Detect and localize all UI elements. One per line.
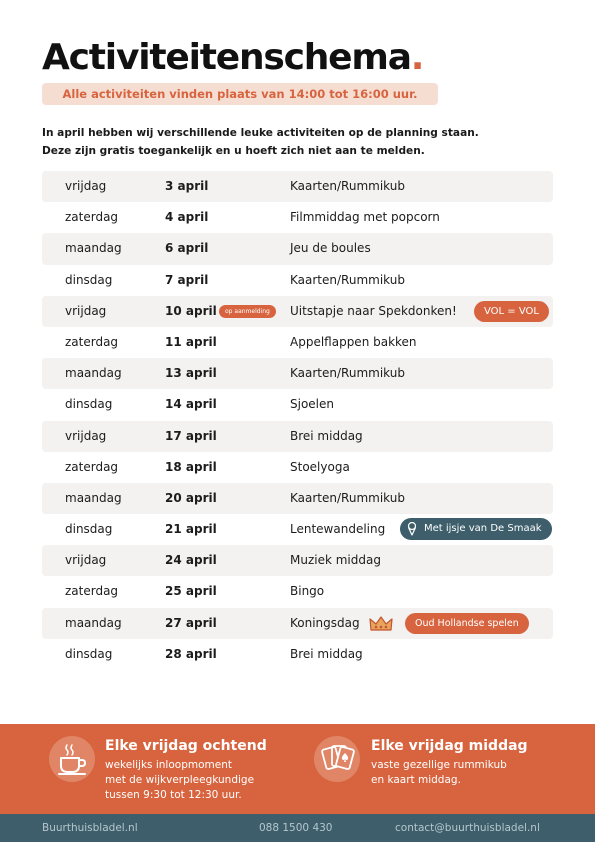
coffee-cup-icon [49, 736, 95, 782]
schedule-row [42, 452, 553, 483]
intro-line-2: Deze zijn gratis toegankelijk en u hoeft zich niet aan te melden. [42, 145, 425, 157]
row-date: 3 april [165, 179, 209, 193]
friday-afternoon-text [371, 758, 507, 788]
schedule-row [42, 327, 553, 358]
registration-tag: op aanmelding [219, 305, 276, 318]
activity-schedule [42, 171, 553, 670]
email-link[interactable]: contact@buurthuisbladel.nl [395, 822, 540, 834]
row-date: 17 april [165, 428, 217, 443]
row-date: 21 april [165, 522, 217, 537]
row-date: 20 april [165, 490, 217, 505]
row-day: maandag [65, 241, 122, 256]
schedule-row [42, 483, 553, 514]
contact-bar [0, 814, 595, 842]
ice-cream-icon [407, 522, 417, 536]
ice-cream-badge [400, 518, 552, 540]
row-day: vrijdag [65, 553, 107, 568]
schedule-row [42, 639, 553, 670]
row-activity: Brei middag [290, 646, 363, 661]
friday-afternoon-heading: Elke vrijdag middag [371, 738, 528, 754]
row-day: maandag [65, 366, 122, 381]
row-activity: Kaarten/Rummikub [290, 179, 405, 193]
friday-morning-line: wekelijks inloopmoment [105, 759, 232, 771]
friday-morning-heading: Elke vrijdag ochtend [105, 738, 267, 754]
schedule-row [42, 576, 553, 607]
row-day: dinsdag [65, 646, 113, 661]
schedule-row [42, 358, 553, 389]
row-activity: Kaarten/Rummikub [290, 366, 405, 381]
row-date: 28 april [165, 646, 217, 661]
row-date: 6 april [165, 241, 209, 256]
time-banner [42, 83, 438, 105]
row-activity: Muziek middag [290, 553, 381, 568]
friday-morning-line: met de wijkverpleegkundige [105, 774, 255, 786]
footer-panel [0, 724, 595, 814]
row-date: 27 april [165, 615, 217, 630]
friday-afternoon-line: en kaart middag. [371, 774, 461, 786]
schedule-row [42, 171, 553, 202]
schedule-row [42, 421, 553, 452]
row-day: zaterdag [65, 459, 119, 474]
crown-icon [369, 615, 393, 633]
row-activity: Lentewandeling [290, 522, 386, 537]
title-dot: . [410, 37, 424, 78]
row-activity: Kaarten/Rummikub [290, 272, 405, 287]
row-day: maandag [65, 615, 122, 630]
row-date: 25 april [165, 584, 217, 599]
ice-cream-badge-label: Met ijsje van De Smaak [424, 523, 542, 535]
schedule-row [42, 545, 553, 576]
row-activity: Koningsdag [290, 615, 360, 630]
row-date: 11 april [165, 334, 217, 349]
schedule-row [42, 608, 553, 639]
row-day: vrijdag [65, 428, 107, 443]
row-activity: Brei middag [290, 428, 363, 443]
schedule-row [42, 296, 553, 327]
row-activity: Kaarten/Rummikub [290, 490, 405, 505]
schedule-row [42, 389, 553, 420]
website-link[interactable]: Buurthuisbladel.nl [42, 822, 138, 834]
full-badge: VOL = VOL [474, 301, 549, 322]
row-date: 14 april [165, 397, 217, 412]
schedule-row [42, 265, 553, 296]
row-date: 24 april [165, 553, 217, 568]
row-day: maandag [65, 490, 122, 505]
row-activity: Appelflappen bakken [290, 334, 417, 349]
schedule-row [42, 202, 553, 233]
row-day: dinsdag [65, 397, 113, 412]
friday-afternoon-line: vaste gezellige rummikub [371, 759, 507, 771]
row-activity: Uitstapje naar Spekdonken! [290, 303, 457, 318]
row-day: vrijdag [65, 179, 107, 193]
row-day: zaterdag [65, 334, 119, 349]
playing-cards-icon [314, 736, 360, 782]
friday-morning-line: tussen 9:30 tot 12:30 uur. [105, 789, 242, 801]
row-activity: Filmmiddag met popcorn [290, 210, 440, 225]
row-day: dinsdag [65, 522, 113, 537]
time-banner-text: Alle activiteiten vinden plaats van 14:00 tot 16:00 uur. [62, 87, 418, 101]
row-activity: Stoelyoga [290, 459, 350, 474]
row-activity: Bingo [290, 584, 325, 599]
page-title [42, 37, 423, 78]
row-day: vrijdag [65, 303, 107, 318]
row-date: 10 april [165, 303, 217, 318]
row-date: 4 april [165, 210, 209, 225]
friday-morning-text [105, 758, 254, 803]
row-date: 13 april [165, 366, 217, 381]
kingsday-badge: Oud Hollandse spelen [405, 613, 529, 634]
intro-line-1: In april hebben wij verschillende leuke activiteiten op de planning staan. [42, 127, 479, 139]
schedule-row [42, 233, 553, 264]
row-day: zaterdag [65, 584, 119, 599]
intro-text [42, 124, 479, 160]
row-day: dinsdag [65, 272, 113, 287]
row-date: 7 april [165, 272, 209, 287]
row-activity: Sjoelen [290, 397, 334, 412]
row-day: zaterdag [65, 210, 119, 225]
row-activity: Jeu de boules [290, 241, 371, 256]
page-title-text: Activiteitenschema [42, 37, 411, 78]
row-date: 18 april [165, 459, 217, 474]
schedule-row [42, 514, 553, 545]
phone-number[interactable]: 088 1500 430 [259, 822, 333, 834]
